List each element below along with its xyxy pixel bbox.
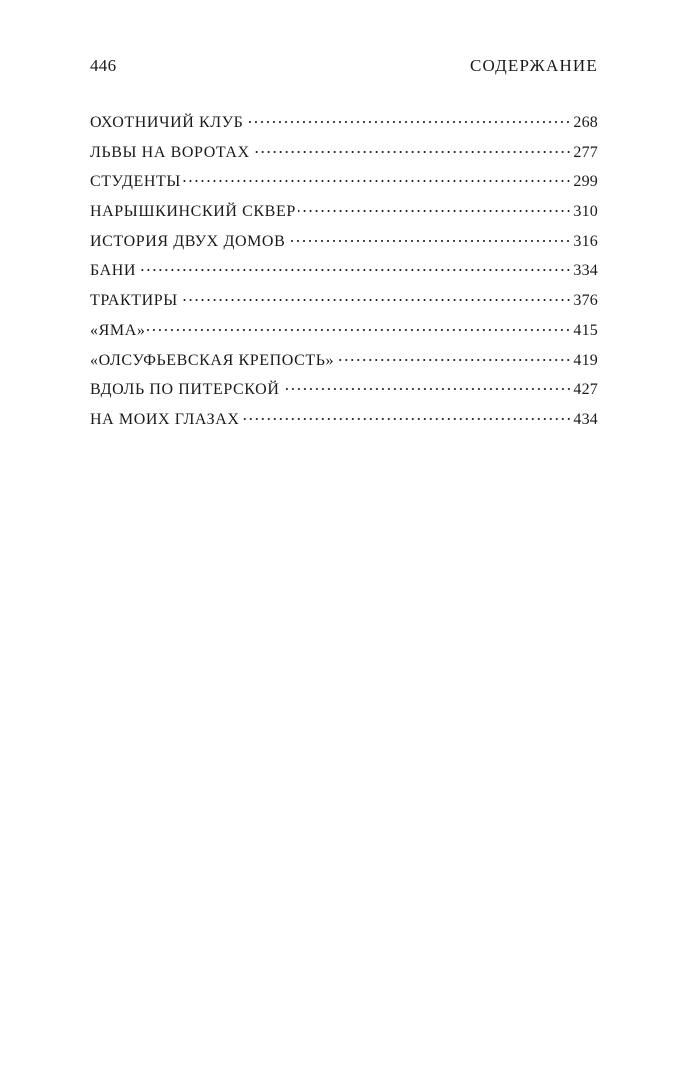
toc-entry[interactable] (90, 262, 598, 292)
toc-entry[interactable] (90, 233, 598, 263)
toc-entry-title: СТУДЕНТЫ (90, 173, 181, 191)
dot-leader (336, 358, 571, 362)
toc-entry-title: НАРЫШКИНСКИЙ СКВЕР (90, 203, 296, 221)
toc-entry[interactable] (90, 173, 598, 203)
toc-entry[interactable] (90, 322, 598, 352)
dot-leader (138, 268, 571, 272)
toc-entry-title: ОХОТНИЧИЙ КЛУБ (90, 114, 244, 131)
running-header (90, 56, 598, 86)
dot-leader (183, 179, 571, 183)
toc-entry-title: НА МОИХ ГЛАЗАХ (90, 410, 240, 428)
toc-entry[interactable] (90, 381, 598, 411)
dot-leader (282, 387, 572, 391)
toc-entry-page: 419 (573, 351, 598, 369)
toc-entry[interactable] (90, 144, 598, 174)
toc-entry-title: ВДОЛЬ ПО ПИТЕРСКОЙ (90, 381, 280, 399)
dot-leader (180, 298, 572, 302)
dot-leader (245, 120, 571, 124)
toc-entry[interactable] (90, 411, 598, 441)
dot-leader (298, 209, 572, 213)
toc-entry-title: ТРАКТИРЫ (90, 292, 178, 310)
toc-entry-title: ИСТОРИЯ ДВУХ ДОМОВ (90, 232, 286, 250)
toc-entry-page: 376 (573, 292, 598, 310)
table-of-contents (90, 114, 598, 441)
page-number: 446 (90, 56, 117, 75)
dot-leader (252, 150, 572, 154)
toc-entry[interactable] (90, 114, 598, 144)
toc-entry-page: 316 (573, 232, 598, 250)
dot-leader (242, 417, 572, 421)
section-title: СОДЕРЖАНИЕ (469, 56, 598, 75)
toc-entry-title: «ЯМА» (90, 321, 146, 339)
toc-entry-page: 277 (573, 143, 598, 161)
toc-entry-title: «ОЛСУФЬЕВСКАЯ КРЕПОСТЬ» (90, 351, 335, 369)
dot-leader (147, 328, 571, 332)
toc-entry-page: 268 (573, 114, 598, 131)
toc-entry-page: 299 (573, 173, 598, 191)
toc-entry-title: ЛЬВЫ НА ВОРОТАХ (90, 143, 250, 161)
toc-entry-page: 310 (573, 203, 598, 221)
dot-leader (287, 239, 571, 243)
toc-entry-page: 334 (573, 262, 598, 280)
toc-entry-page: 427 (573, 381, 598, 399)
toc-entry-title: БАНИ (90, 262, 137, 280)
toc-entry-page: 434 (573, 410, 598, 428)
toc-entry[interactable] (90, 292, 598, 322)
toc-entry[interactable] (90, 352, 598, 382)
toc-entry-page: 415 (573, 321, 598, 339)
toc-entry[interactable] (90, 203, 598, 233)
